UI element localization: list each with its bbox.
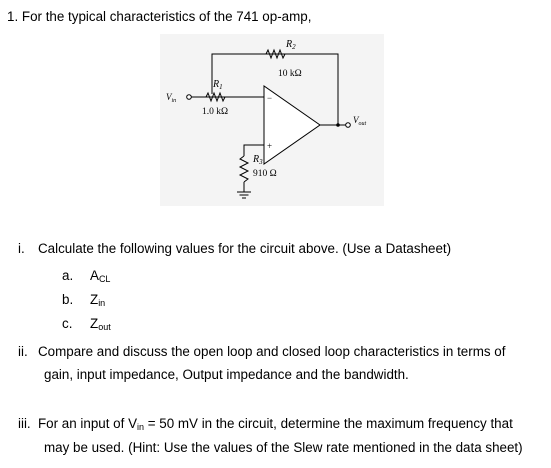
part-iii-line2: may be used. (Hint: Use the values of the Slew rate mentioned in the data sheet)	[44, 440, 523, 455]
vin-label: $V_{in}$	[166, 92, 177, 104]
part-ii-line1: Compare and discuss the open loop and closed loop characteristics in terms of	[38, 344, 506, 359]
inverting-input-sign: −	[267, 93, 273, 103]
ground-resistor-r3	[240, 156, 248, 182]
subitem-c-text: $Z_{out}$	[90, 316, 111, 332]
part-iii-line1: For an input of $V_{in} = 50$ mV in the circuit, determine the maximum frequency that	[38, 416, 513, 432]
subitem-a-letter: a.	[62, 268, 74, 283]
vout-terminal	[346, 123, 351, 128]
output-node	[336, 123, 340, 127]
part-ii-numeral: ii.	[18, 344, 28, 359]
part-iii-numeral: iii.	[18, 416, 31, 431]
question-heading	[7, 9, 311, 25]
part-i-numeral: i.	[18, 241, 25, 256]
subitem-a-text: $A_{CL}$	[90, 268, 111, 284]
part-ii-line2: gain, input impedance, Output impedance and the bandwidth.	[44, 367, 409, 382]
question-number: 1.	[7, 9, 19, 24]
op-amp-circuit-diagram	[160, 34, 384, 206]
r3-label: $R_3$	[253, 154, 263, 166]
vout-label: $V_{out}$	[353, 115, 367, 127]
subitem-c-letter: c.	[62, 316, 73, 331]
question-title: For the typical characteristics of the 741 op-amp,	[21, 9, 312, 24]
r1-value: 1.0 kΩ	[202, 107, 229, 117]
ground-icon	[237, 192, 251, 198]
noninverting-input-sign: +	[267, 141, 273, 151]
r2-label: $R_2$	[286, 39, 296, 51]
subitem-b-letter: b.	[62, 292, 74, 307]
r3-value: 910 Ω	[253, 169, 277, 179]
r1-label: $R_1$	[213, 79, 223, 91]
subitem-b-text: $Z_{in}$	[90, 292, 106, 308]
op-amp-triangle	[264, 86, 320, 164]
r2-value: 10 kΩ	[278, 69, 302, 79]
part-i-text: Calculate the following values for the circuit above. (Use a Datasheet)	[38, 241, 452, 256]
vin-terminal	[187, 95, 192, 100]
